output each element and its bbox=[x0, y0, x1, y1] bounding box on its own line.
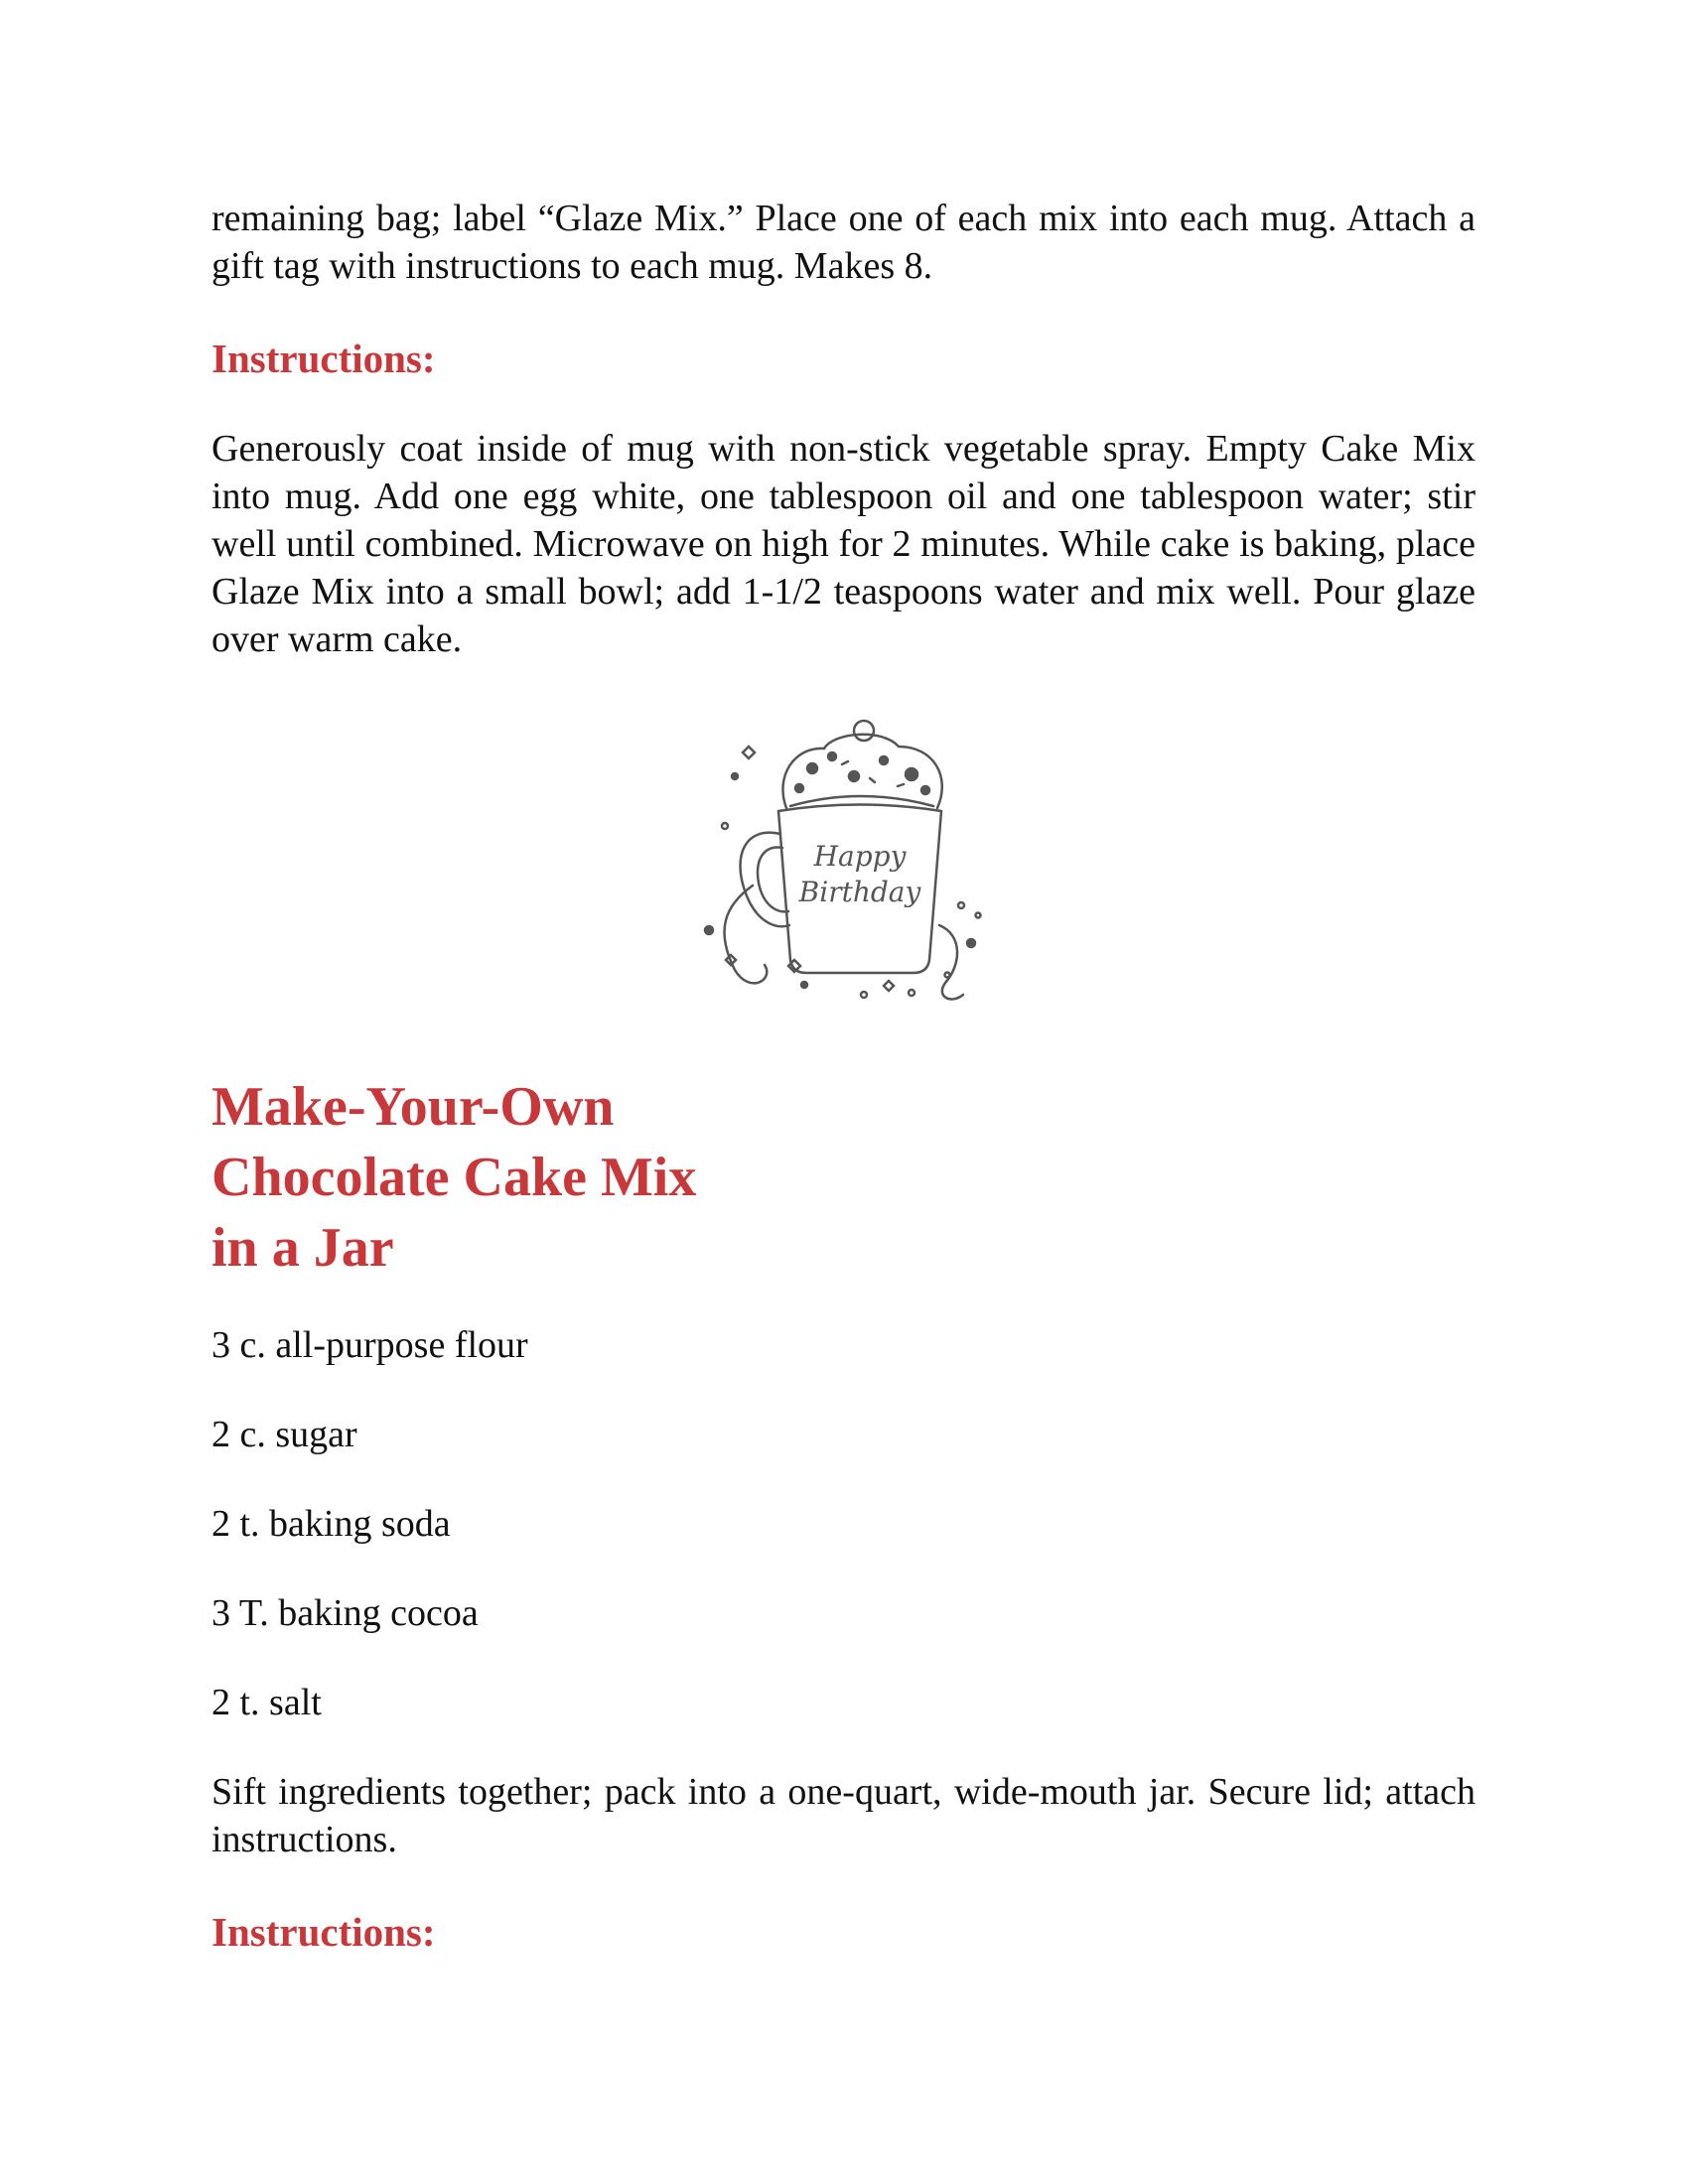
recipe-title bbox=[211, 1072, 1476, 1284]
instructions-heading-2: Instructions: bbox=[211, 1909, 436, 1955]
ingredient-item: 2 c. sugar bbox=[211, 1414, 357, 1455]
birthday-mug-icon bbox=[695, 717, 993, 1005]
directions-paragraph: Sift ingredients together; pack into a one-quart, wide-mouth jar. Secure lid; attach instructions. bbox=[211, 1771, 1476, 1860]
instructions-paragraph: Generously coat inside of mug with non-stick vegetable spray. Empty Cake Mix into mug. Add one egg white, one tablespoon oil and one tablespoon water; stir well until combined. Microwave on high for 2 minutes. While cake is baking, place Glaze Mix into a small bowl; add 1-1/2 teaspoons water and mix well. Pour glaze over warm cake. bbox=[211, 428, 1476, 660]
ingredient-item: 3 c. all-purpose flour bbox=[211, 1324, 528, 1366]
mug-text-happy: Happy bbox=[813, 840, 906, 873]
ingredient-item: 2 t. baking soda bbox=[211, 1503, 451, 1545]
ingredient-list bbox=[211, 1321, 1476, 1726]
instructions-heading: Instructions: bbox=[211, 336, 436, 381]
intro-paragraph: remaining bag; label “Glaze Mix.” Place one of each mix into each mug. Attach a gift tag with instructions to each mug. Makes 8. bbox=[211, 198, 1476, 287]
ingredient-item: 2 t. salt bbox=[211, 1682, 322, 1723]
mug-text-birthday: Birthday bbox=[798, 876, 920, 908]
recipe-title-line-1: Make-Your-Own bbox=[211, 1076, 615, 1138]
recipe-title-line-3: in a Jar bbox=[211, 1217, 394, 1279]
ingredient-item: 3 T. baking cocoa bbox=[211, 1592, 479, 1634]
recipe-page bbox=[211, 195, 1476, 1957]
illustration bbox=[211, 717, 1476, 1005]
recipe-title-line-2: Chocolate Cake Mix bbox=[211, 1147, 697, 1208]
